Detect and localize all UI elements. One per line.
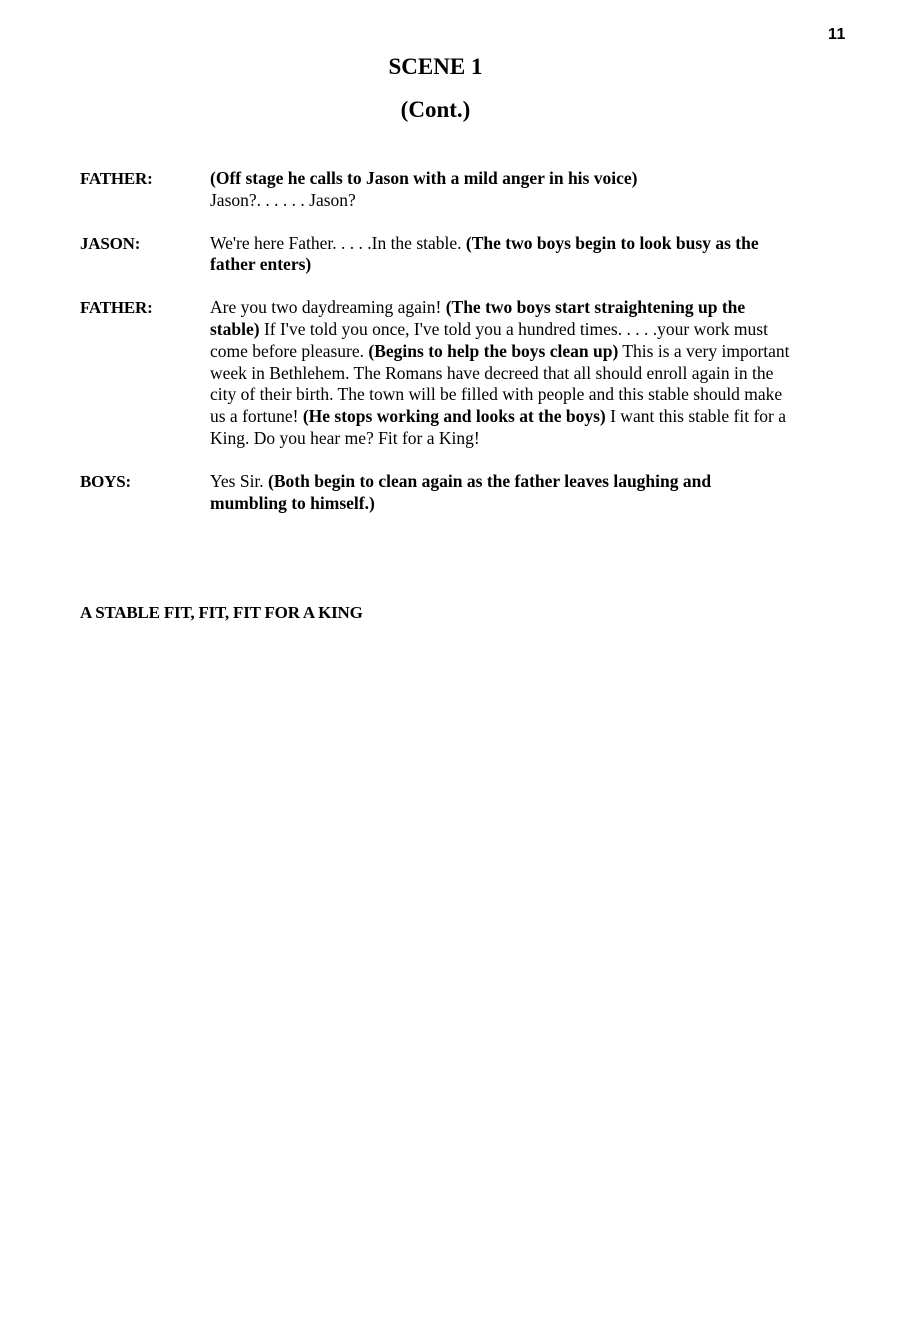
spoken-text: We're here Father. . . . .In the stable.: [210, 232, 466, 253]
speech-text: [210, 168, 790, 212]
spoken-text: Are you two daydreaming again!: [210, 297, 446, 318]
speaker-name: BOYS:: [80, 471, 131, 491]
scene-title: SCENE 1: [388, 54, 483, 79]
stage-direction: (Begins to help the boys clean up): [368, 340, 619, 361]
song-title: A STABLE FIT, FIT, FIT FOR A KING: [80, 603, 363, 622]
dialogue-line: [80, 233, 800, 277]
spoken-text: Jason?. . . . . . Jason?: [210, 189, 356, 210]
dialogue-line: [80, 168, 800, 212]
stage-direction: (Both begin to clean again as the father leaves laughing and mumbling to himself.): [210, 470, 712, 513]
spoken-text: I want this stable fit for a King. Do you hear me? Fit for a King!: [210, 406, 787, 448]
speech-text: [210, 471, 790, 515]
stage-direction: (The two boys start straightening up the stable): [210, 297, 746, 339]
speech-text: [210, 233, 790, 277]
spoken-text: Yes Sir.: [210, 470, 269, 491]
stage-direction: (The two boys begin to look busy as the father enters): [210, 232, 759, 275]
speaker-name: FATHER:: [80, 298, 153, 318]
spoken-text: If I've told you once, I've told you a hundred times. . . . .your work must come before pleasure.: [210, 318, 768, 361]
stage-direction: (He stops working and looks at the boys): [302, 406, 606, 427]
scene-subtitle: (Cont.): [400, 97, 471, 122]
spoken-text: This is a very important week in Bethlehem. The Romans have decreed that all should enroll again in the city of their birth. The town will be filled with people and this stable should make us a fortune!: [210, 340, 790, 427]
stage-direction: (Off stage he calls to Jason with a mild anger in his voice): [210, 168, 638, 188]
dialogue-line: [80, 471, 800, 515]
speaker-name: FATHER:: [80, 169, 153, 188]
speaker-name: JASON:: [80, 233, 141, 253]
dialogue-block: [80, 168, 800, 535]
dialogue-line: [80, 297, 800, 450]
page-number: 11: [828, 26, 846, 43]
speech-text: [210, 297, 790, 450]
